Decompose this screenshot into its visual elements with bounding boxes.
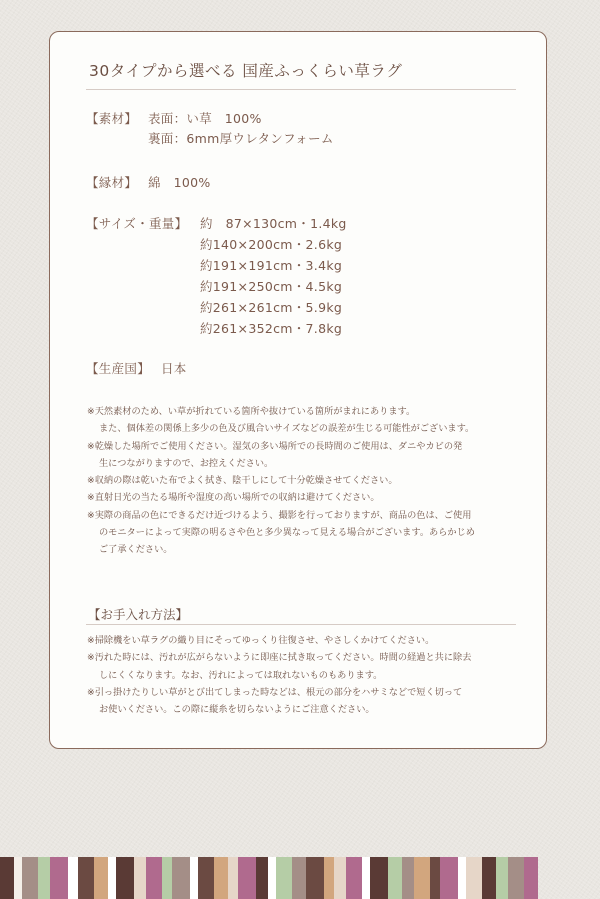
stripe [214,857,228,899]
note-line: ※収納の際は乾いた布でよく拭き、陰干しにして十分乾燥させてください。 [87,475,398,487]
stripe [162,857,172,899]
care-divider [86,624,516,625]
care-line: ※汚れた時には、汚れが広がらないように即座に拭き取ってください。時間の経過と共に除去 [87,652,472,664]
note-line: また、個体差の関係上多少の色及び風合いサイズなどの誤差が生じる可能性がございます。 [99,423,475,435]
stripe [430,857,440,899]
stripe [292,857,306,899]
stripe [362,857,370,899]
note-line: ※直射日光の当たる場所や湿度の高い場所での収納は避けてください。 [87,492,380,504]
spec-size-line: 約261×261cm・5.9kg [200,300,343,315]
stripe [370,857,388,899]
caution-notes [87,403,475,559]
stripe [346,857,362,899]
stripe [78,857,94,899]
stripe [238,857,256,899]
spec-size-line: 約140×200cm・2.6kg [200,237,343,252]
spec-size-line: 約191×191cm・3.4kg [200,258,343,273]
spec-origin-label: 【生産国】 [86,361,151,376]
stripe [482,857,496,899]
stripe [324,857,334,899]
stripe [14,857,22,899]
stripe [496,857,508,899]
stripe [402,857,414,899]
stripe [334,857,346,899]
care-line: ※引っ掛けたりしい草がとび出てしまった時などは、根元の部分をハサミなどで短く切って [87,686,463,698]
title-divider [86,89,516,90]
note-line: ご了承ください。 [99,544,173,556]
spec-border-label: 【縁材】 [86,175,138,190]
note-line: ※乾燥した場所でご使用ください。湿気の多い場所での長時間のご使用は、ダニやカビの発 [87,440,463,452]
care-title: 【お手入れ方法】 [88,607,189,622]
stripe [466,857,482,899]
spec-material-label: 【素材】 [86,111,138,126]
stripe [268,857,276,899]
stripe [228,857,238,899]
decorative-stripe-band [0,857,600,899]
stripe [306,857,324,899]
stripe [146,857,162,899]
spec-material-line: 裏面：6mm厚ウレタンフォーム [148,131,334,146]
note-line: 生につながりますので、お控えください。 [99,457,274,469]
stripe [190,857,198,899]
spec-size-line: 約191×250cm・4.5kg [200,279,343,294]
stripe [388,857,402,899]
product-title: 30タイプから選べる 国産ふっくらい草ラグ [89,62,403,80]
care-line: しにくくなります。なお、汚れによっては取れないものもあります。 [99,669,383,681]
stripe [458,857,466,899]
spec-origin-value: 日本 [161,361,187,376]
spec-size-label: 【サイズ・重量】 [86,216,188,231]
stripe [68,857,78,899]
care-line: ※掃除機をい草ラグの織り目にそってゆっくり往復させ、やさしくかけてください。 [87,635,435,646]
stripe [198,857,214,899]
spec-material-line: 表面：い草 100% [148,111,262,126]
stripe [414,857,430,899]
care-notes [87,632,471,718]
care-line: お使いください。この際に縦糸を切らないようにご注意ください。 [99,704,375,716]
stripe [108,857,116,899]
spec-size-line: 約261×352cm・7.8kg [200,321,343,336]
stripe [94,857,108,899]
stripe [116,857,134,899]
note-line: のモニターによって実際の明るさや色と多少異なって見える場合がございます。あらかじめ [99,527,475,539]
stripe [172,857,190,899]
stripe [134,857,146,899]
stripe [22,857,38,899]
stripe [256,857,268,899]
stripe [524,857,538,899]
spec-border-value: 綿 100% [148,175,211,190]
stripe [508,857,524,899]
stripe [0,857,14,899]
product-spec-card [49,31,547,749]
stripe [440,857,458,899]
spec-size-line: 約 87×130cm・1.4kg [200,216,347,231]
note-line: ※天然素材のため、い草が折れている箇所や抜けている箇所がまれにあります。 [87,406,416,417]
note-line: ※実際の商品の色にできるだけ近づけるよう、撮影を行っておりますが、商品の色は、ご使用 [87,509,472,521]
stripe [276,857,292,899]
stripe [50,857,68,899]
stripe [38,857,50,899]
